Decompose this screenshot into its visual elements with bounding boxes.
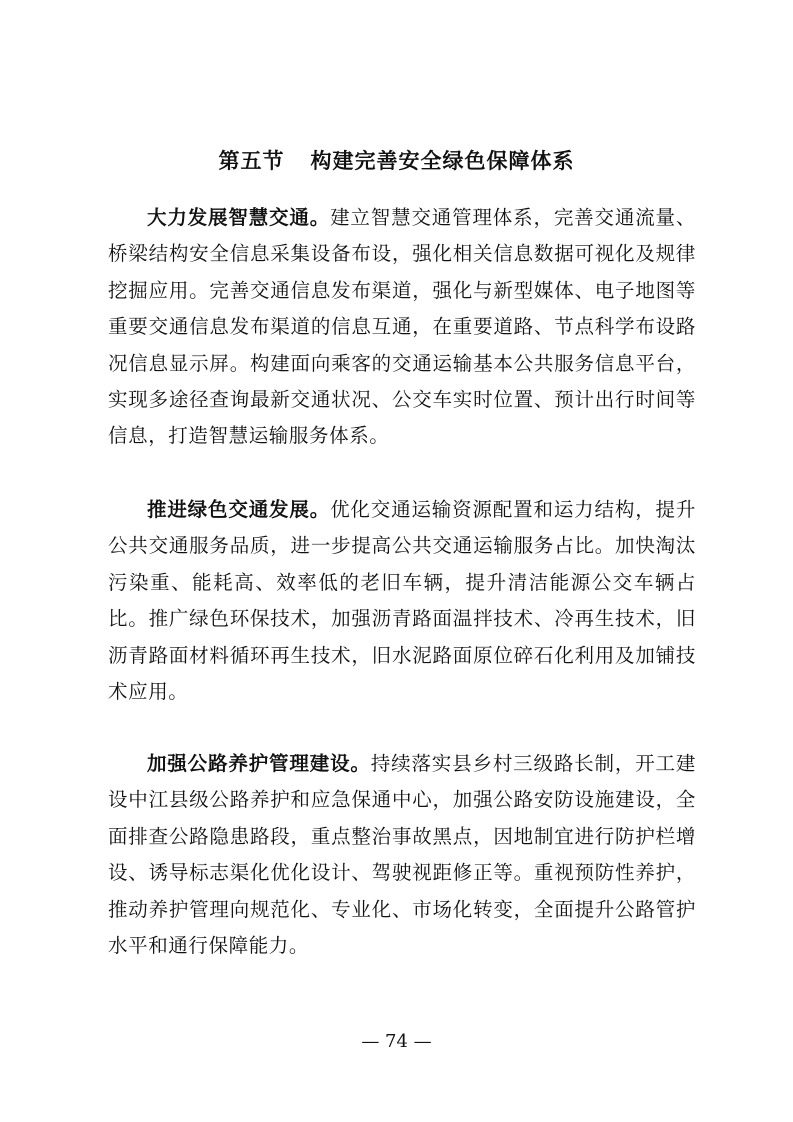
paragraph-smart-transport <box>108 200 696 455</box>
page-number: — 74 — <box>361 1031 432 1052</box>
section-number: 第五节 <box>218 148 285 173</box>
paragraph-lead: 推进绿色交通发展。 <box>147 498 331 521</box>
paragraph-lead: 加强公路养护管理建设。 <box>147 752 371 775</box>
paragraph-body: 持续落实县乡村三级路长制，开工建设中江县级公路养护和应急保通中心，加强公路安防设施建设，全面排查公路隐患路段，重点整治事故黑点，因地制宜进行防护栏增设、诱导标志渠化优化设计、驾驶视距修正等。重视预防性养护，推动养护管理向规范化、专业化、市场化转变，全面提升公路管护水平和通行保障能力。 <box>108 752 696 958</box>
paragraph-green-transport <box>108 492 696 710</box>
section-title <box>0 146 793 176</box>
paragraph-body: 优化交通运输资源配置和运力结构，提升公共交通服务品质，进一步提高公共交通运输服务占比。加快淘汰污染重、能耗高、效率低的老旧车辆，提升清洁能源公交车辆占比。推广绿色环保技术，加强沥青路面温拌技术、冷再生技术，旧沥青路面材料循环再生技术，旧水泥路面原位碎石化利用及加铺技术应用。 <box>108 498 696 704</box>
paragraph-road-maintenance <box>108 746 696 964</box>
paragraph-lead: 大力发展智慧交通。 <box>147 206 331 229</box>
section-title-text: 构建完善安全绿色保障体系 <box>310 148 575 173</box>
paragraph-body: 建立智慧交通管理体系，完善交通流量、桥梁结构安全信息采集设备布设，强化相关信息数据可视化及规律挖掘应用。完善交通信息发布渠道，强化与新型媒体、电子地图等重要交通信息发布渠道的信息互通，在重要道路、节点科学布设路况信息显示屏。构建面向乘客的交通运输基本公共服务信息平台，实现多途径查询最新交通状况、公交车实时位置、预计出行时间等信息，打造智慧运输服务体系。 <box>108 206 696 448</box>
